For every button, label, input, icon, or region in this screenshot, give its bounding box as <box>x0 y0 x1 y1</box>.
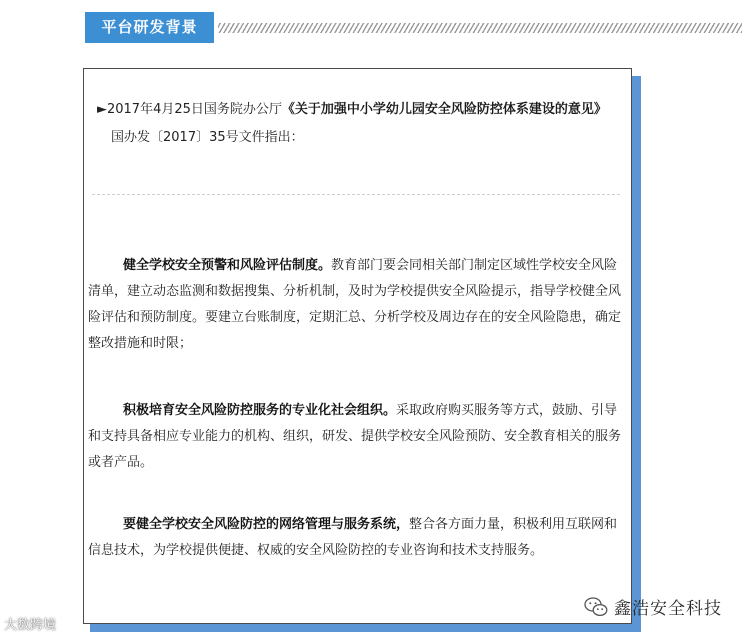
watermark-brand: 鑫浩安全科技 <box>614 599 722 619</box>
dashed-divider <box>92 194 620 195</box>
paragraph-body: 教育部门要会同相关部门制定区域性学校安全风险清单，建立动态监测和数据搜集、分析机制，及时为学校提供安全风险提示，指导学校健全风险评估和预防制度。要建立台账制度，定期汇总、分析学校及周边存在的安全风险隐患，确定整改措施和时限； <box>88 258 622 351</box>
watermark-left: 大数跨境 <box>4 618 57 633</box>
paragraph-network-system <box>88 512 628 564</box>
intro-prefix: ►2017年4月25日国务院办公厅 <box>97 102 282 117</box>
watermark-right <box>584 594 722 619</box>
document-title: 《关于加强中小学幼儿园安全风险防控体系建设的意见》 <box>281 102 607 117</box>
paragraph-lead: 积极培育安全风险防控服务的专业化社会组织。 <box>123 403 397 418</box>
wechat-icon <box>584 596 608 618</box>
header-stripe-decoration <box>218 23 742 33</box>
section-title: 平台研发背景 <box>85 12 214 43</box>
paragraph-risk-assessment <box>88 253 628 357</box>
paragraph-lead: 健全学校安全预警和风险评估制度。 <box>123 258 332 273</box>
paragraph-body: 整合各方面力量，积极利用互联网和信息技术，为学校提供便捷、权威的安全风险防控的专业咨询和技术支持服务。 <box>88 517 618 558</box>
paragraph-lead: 要健全学校安全风险防控的网络管理与服务系统， <box>123 517 410 532</box>
paragraph-body: 采取政府购买服务等方式，鼓励、引导和支持具备相应专业能力的机构、组织，研发、提供学校安全风险预防、安全教育相关的服务或者产品。 <box>88 403 622 470</box>
intro-text <box>97 96 625 152</box>
document-reference: 国办发〔2017〕35号文件指出： <box>111 130 304 145</box>
paragraph-social-organizations <box>88 398 628 476</box>
